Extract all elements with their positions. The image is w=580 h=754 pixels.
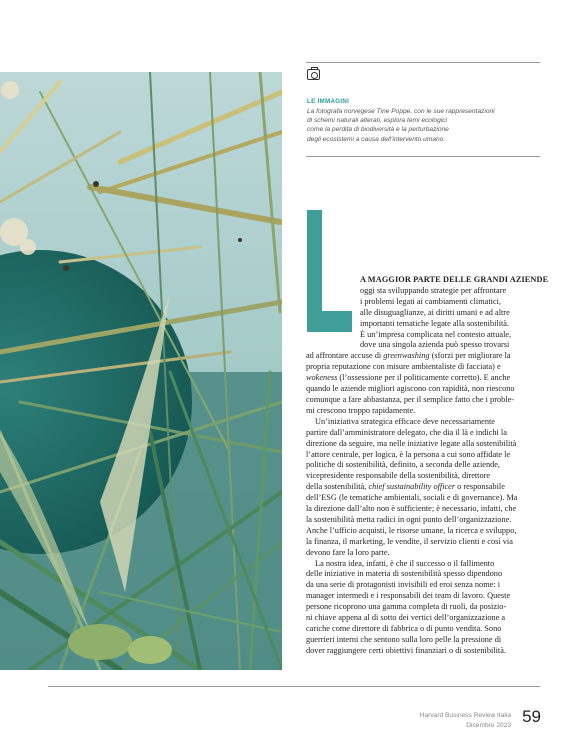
text-line: importanti tematiche legate alla sostenibilità. [360, 318, 510, 328]
caption-line: degli ecosistemi a causa dell’intervento umano. [307, 135, 446, 143]
text-line: cariche come direttore di fabbrica o di punto vendita. Sono [306, 624, 502, 633]
text-line: quando le aziende migliori agiscono con rapidità, non riescono [306, 384, 515, 394]
publication-name: Harvard Business Review Italia [419, 712, 511, 719]
footer-divider [48, 686, 540, 687]
caption-line: come la perdita di biodiversità e la perturbazione [307, 126, 449, 134]
text-line: da una serie di protagonisti invisibili ed eroi senza nome: i [306, 580, 501, 590]
text-line: la sostenibilità metta radici in ogni punto dell’organizzazione. [306, 514, 512, 524]
article-photograph [0, 72, 282, 670]
text-line: ad affrontare accuse di greenwashing (sforzi per migliorare la [306, 351, 511, 361]
text-line: manager intermedi e i responsabili dei team di lavoro. Queste [306, 591, 511, 601]
image-caption [306, 62, 540, 157]
text-line: l’attore centrale, per logica, è la persona a cui sono affidate le [306, 449, 511, 459]
text-line: wokeness (l’ossessione per il politicamente corretto). E anche [306, 373, 511, 383]
text-line: dell’ESG (le tematiche ambientali, sociali e di governance). Ma [306, 493, 518, 503]
camera-icon [307, 69, 320, 80]
text-line: della sostenibilità, chief sustainability officer o responsabile [306, 482, 505, 492]
issue-date: Dicembre 2023 [466, 721, 511, 729]
intro-paragraph [306, 275, 549, 417]
article-body [306, 275, 549, 657]
text-line: dover raggiungere certi obiettivi finanziari o di sostenibilità. [306, 645, 506, 655]
text-line: comunque a fare abbastanza, per il semplice fatto che i proble- [306, 394, 515, 404]
text-line: politiche di sostenibilità, definito, a seconda delle aziende, [306, 460, 500, 470]
text-line: propria reputazione con misure ambientaliste di facciata) e [306, 362, 501, 372]
text-line: oggi sta sviluppando strategie per affrontare [360, 285, 507, 295]
caption-line: di schemi naturali alterati, esplora temi ecologici [307, 117, 447, 125]
lead-in: A MAGGIOR PARTE DELLE GRANDI AZIENDE [360, 275, 549, 284]
aquatic-plants-illustration [0, 72, 282, 670]
text-line: mi crescono troppo rapidamente. [306, 405, 416, 415]
text-line: delle iniziative in materia di sostenibilità spesso dipendono [306, 569, 503, 579]
text-line: alle disuguaglianze, ai diritti umani e ad altre [360, 307, 510, 317]
text-line: Un’iniziativa strategica efficace deve necessariamente [315, 416, 495, 426]
footer-publication [420, 711, 511, 730]
text-line: dove una singola azienda può spesso trovarsi [360, 340, 510, 350]
caption-line: La fotografa norvegese Tine Poppe, con le sue rappresentazioni [307, 108, 495, 115]
text-line: vicepresidente responsabile della sostenibilità, direttore [306, 471, 491, 481]
text-line: partire dall’amministratore delegato, che dia il là e indichi la [306, 427, 507, 437]
text-line: i problemi legati ai cambiamenti climatici, [360, 296, 501, 306]
text-line: È un’impresa complicata nel contesto attuale, [360, 329, 512, 339]
paragraph-3 [306, 559, 540, 657]
caption-text [307, 107, 532, 144]
text-line: la finanza, il marketing, le vendite, il servizio clienti e così via [306, 536, 513, 546]
text-line: direzione da seguire, ma nelle iniziative legate alla sostenibilità [306, 438, 517, 448]
caption-label: LE IMMAGINI [307, 98, 350, 105]
paragraph-2 [306, 417, 540, 559]
text-line: persone ricoprono una gamma completa di ruoli, da posizio- [306, 602, 507, 612]
text-line: Anche l’ufficio acquisti, le risorse umane, la ricerca e sviluppo, [306, 525, 517, 535]
text-line: guerrieri interni che sentono sulla loro pelle la pressione di [306, 634, 502, 644]
page-number: 59 [522, 707, 541, 726]
text-line: La nostra idea, infatti, è che il successo o il fallimento [315, 558, 495, 568]
text-line: ni chiave appena al di sotto dei vertici dell’organizzazione a [306, 613, 506, 623]
text-line: devono fare la loro parte. [306, 547, 390, 557]
text-line: la direzione dall’alto non è sufficiente; è necessario, infatti, che [306, 504, 517, 514]
